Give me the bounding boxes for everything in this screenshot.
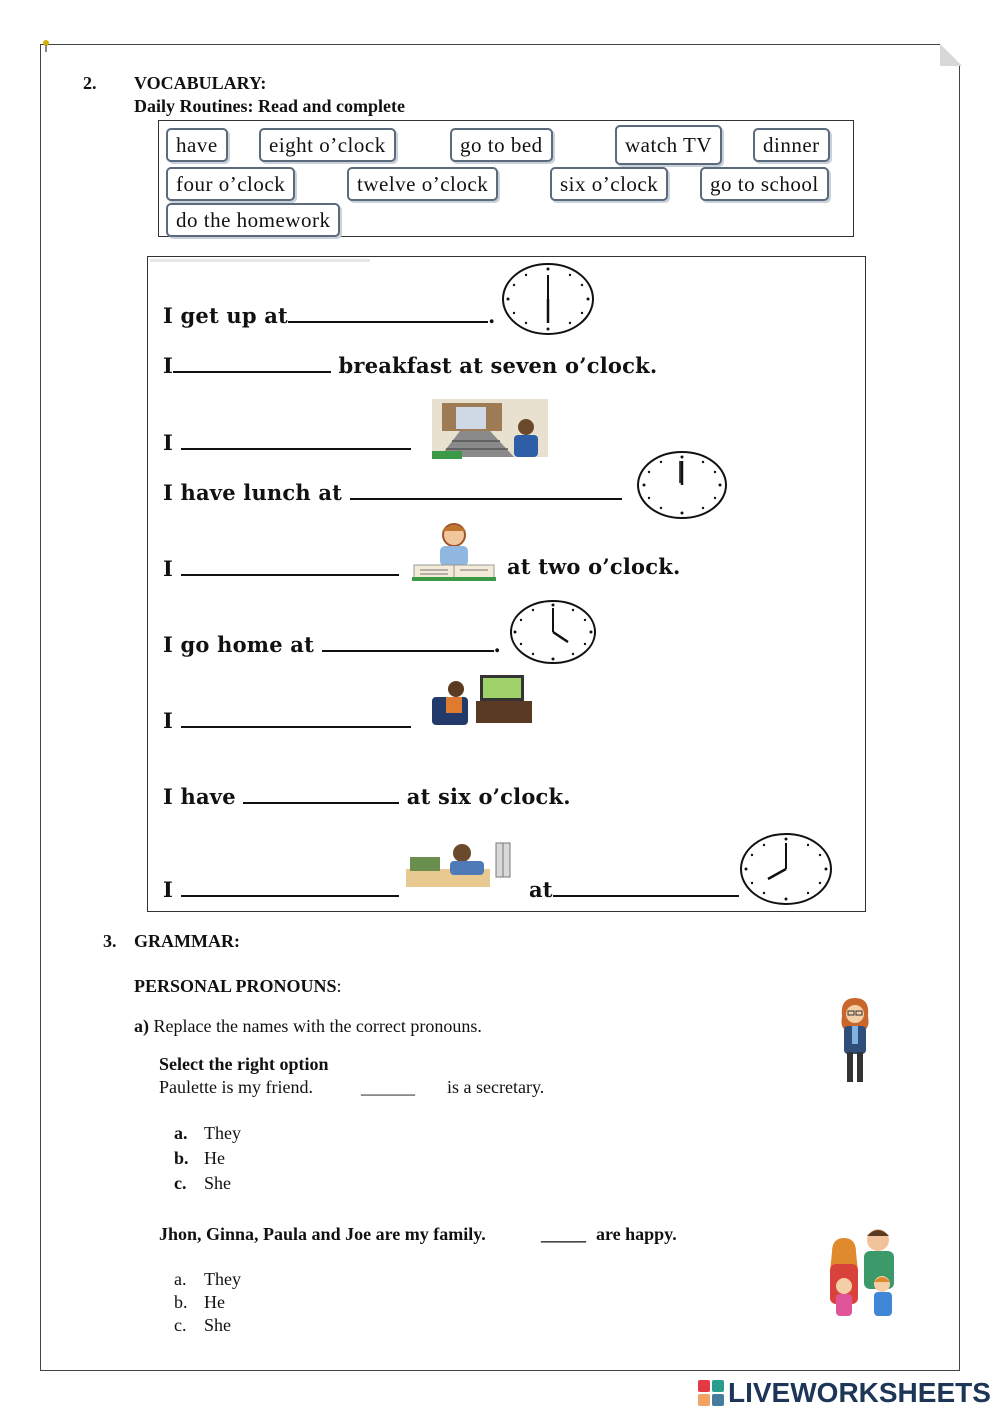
exercise-line-9: I (163, 875, 399, 902)
do-homework-picture (408, 519, 498, 585)
page-corner-fold (940, 44, 962, 66)
word-chip[interactable]: six o’clock (550, 167, 668, 201)
exercise-line-8: I have at six o’clock. (163, 784, 571, 809)
q1-option-b[interactable]: b. He (174, 1148, 225, 1168)
word-chip[interactable]: have (166, 128, 228, 162)
q1-option-c[interactable]: c. She (174, 1173, 231, 1193)
clock-four-icon (508, 598, 598, 666)
exercise-line-4: I have lunch at (163, 478, 622, 505)
exercise-box (147, 256, 866, 912)
exercise-line-3: I (163, 428, 411, 455)
word-chip[interactable]: twelve o’clock (347, 167, 498, 201)
exercise-line-6: I go home at . (163, 632, 502, 657)
word-bank (158, 120, 854, 237)
q1-option-a[interactable]: a. They (174, 1123, 241, 1143)
answer-blank[interactable] (322, 630, 494, 652)
logo-mark-icon (698, 1380, 724, 1406)
section-2-number: 2. (83, 73, 97, 93)
exercise-line-7: I (163, 706, 411, 733)
q1-blank[interactable]: ______ (361, 1077, 415, 1097)
section-2-subtitle: Daily Routines: Read and complete (134, 96, 405, 116)
exercise-line-1: I get up at . (163, 303, 496, 328)
answer-blank[interactable] (181, 428, 411, 450)
q2-sentence: Jhon, Ginna, Paula and Joe are my family. (159, 1224, 486, 1244)
q1-prompt: Select the right option (159, 1054, 329, 1074)
answer-blank[interactable] (181, 554, 399, 576)
instruction-a: a) Replace the names with the correct pronouns. (134, 1016, 482, 1036)
answer-blank[interactable] (181, 706, 411, 728)
answer-blank[interactable] (173, 351, 331, 373)
pronouns-heading: PERSONAL PRONOUNS: (134, 976, 342, 996)
q2-option-b[interactable]: b. He (174, 1292, 225, 1312)
clock-six-icon (500, 261, 596, 337)
exercise-line-5: I (163, 554, 399, 581)
clock-twelve-icon (636, 449, 728, 521)
exercise-line-2: I breakfast at seven o’clock. (163, 353, 658, 378)
word-chip[interactable]: four o’clock (166, 167, 295, 201)
answer-blank[interactable] (181, 875, 399, 897)
logo-text: LIVEWORKSHEETS (728, 1377, 991, 1408)
word-chip[interactable]: dinner (753, 128, 830, 162)
liveworksheets-logo (698, 1378, 991, 1408)
section-3-title: GRAMMAR: (134, 931, 240, 951)
q2-option-c[interactable]: c. She (174, 1315, 231, 1335)
answer-blank[interactable] (243, 782, 399, 804)
go-to-school-picture (430, 395, 550, 461)
family-picture (820, 1224, 908, 1320)
section-2-title: VOCABULARY: (134, 73, 267, 93)
q1-sentence-end: is a secretary. (447, 1077, 545, 1097)
word-chip[interactable]: go to bed (450, 128, 553, 162)
q2-blank[interactable]: _____ (541, 1224, 586, 1244)
section-3-number: 3. (103, 931, 117, 951)
clock-eight-icon (738, 831, 834, 907)
q1-sentence-start: Paulette is my friend. (159, 1077, 313, 1097)
word-chip[interactable]: go to school (700, 167, 829, 201)
answer-blank[interactable] (288, 301, 488, 323)
answer-blank[interactable] (553, 875, 739, 897)
watch-tv-picture (426, 667, 542, 731)
pin-icon (42, 40, 50, 52)
word-chip[interactable]: eight o’clock (259, 128, 396, 162)
word-chip[interactable]: do the homework (166, 203, 340, 237)
word-chip[interactable]: watch TV (615, 125, 722, 165)
decor-line (150, 259, 370, 262)
go-to-bed-picture (402, 839, 514, 891)
secretary-woman-picture (830, 996, 880, 1086)
q2-sentence-end: are happy. (596, 1224, 677, 1244)
answer-blank[interactable] (350, 478, 622, 500)
exercise-line-9-mid: at (529, 875, 739, 902)
exercise-line-5-end: at two o’clock. (507, 554, 681, 579)
q2-option-a[interactable]: a. They (174, 1269, 241, 1289)
